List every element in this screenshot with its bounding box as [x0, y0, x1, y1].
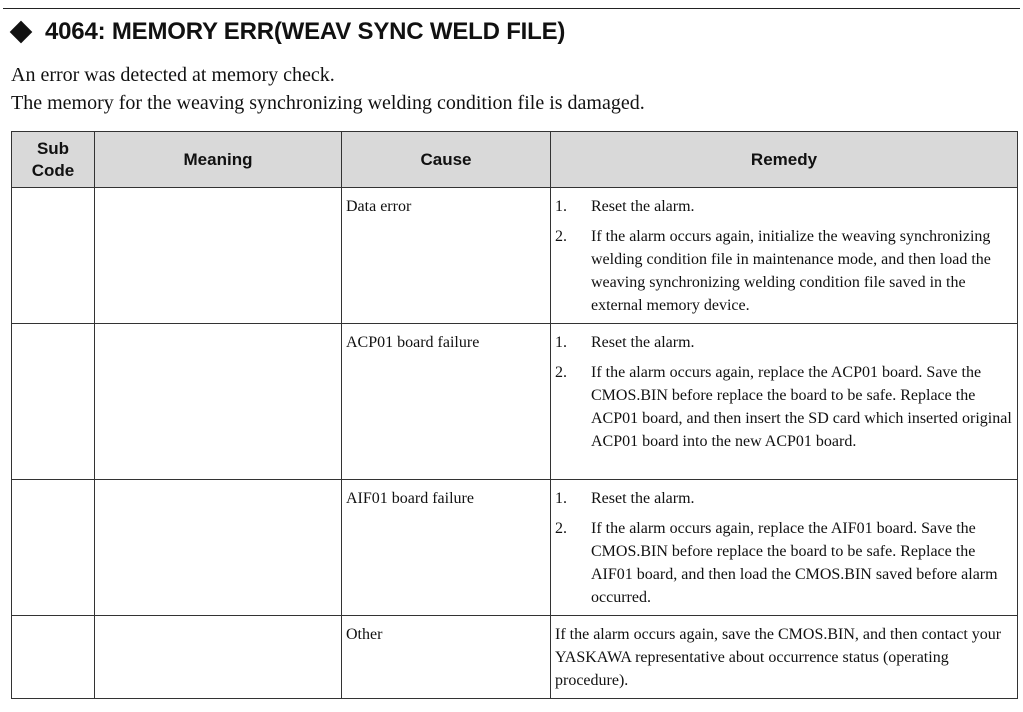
- remedy-step: [555, 487, 1013, 510]
- step-text: Reset the alarm.: [591, 334, 695, 351]
- cause-cell: AIF01 board failure: [342, 480, 551, 616]
- remedy-steps: [555, 195, 1013, 317]
- step-text: If the alarm occurs again, replace the ACP01 board. Save the CMOS.BIN before replace the board to be safe. Replace the ACP01 board, and then insert the SD card which inserted original ACP01 board into the new ACP01 board.: [591, 364, 1012, 450]
- remedy-cell: [551, 324, 1018, 480]
- remedy-steps: [555, 487, 1013, 609]
- header-cause: Cause: [342, 132, 551, 188]
- alarm-title-text: 4064: MEMORY ERR(WEAV SYNC WELD FILE): [45, 18, 566, 45]
- step-number: 2.: [555, 364, 567, 381]
- meaning-cell: [95, 188, 342, 324]
- sub-code-cell: [12, 324, 95, 480]
- step-text: If the alarm occurs again, initialize the weaving synchronizing welding condition file in maintenance mode, and then load the weaving synchronizing welding condition file saved in the external memory device.: [591, 228, 991, 314]
- sub-code-cell: [12, 188, 95, 324]
- diamond-bullet-icon: [10, 21, 33, 44]
- remedy-step: [555, 195, 1013, 218]
- table-row: [12, 324, 1018, 480]
- step-number: 1.: [555, 198, 567, 215]
- table-row: [12, 480, 1018, 616]
- meaning-cell: [95, 324, 342, 480]
- table-header-row: [12, 132, 1018, 188]
- remedy-step: [555, 331, 1013, 354]
- remedy-cell: [551, 480, 1018, 616]
- step-number: 2.: [555, 228, 567, 245]
- description-line-2: The memory for the weaving synchronizing welding condition file is damaged.: [11, 92, 645, 114]
- step-number: 1.: [555, 490, 567, 507]
- step-text: If the alarm occurs again, replace the AIF01 board. Save the CMOS.BIN before replace the board to be safe. Replace the AIF01 board, and then load the CMOS.BIN saved before alarm occurred.: [591, 520, 998, 606]
- remedy-step: [555, 225, 1013, 317]
- cause-cell: Data error: [342, 188, 551, 324]
- remedy-steps: [555, 331, 1013, 453]
- remedy-cell: [551, 188, 1018, 324]
- header-sub-code-label: Sub Code: [31, 138, 75, 180]
- remedy-step: [555, 361, 1013, 453]
- alarm-table: [11, 131, 1018, 699]
- meaning-cell: [95, 480, 342, 616]
- step-number: 2.: [555, 520, 567, 537]
- step-text: Reset the alarm.: [591, 198, 695, 215]
- sub-code-cell: [12, 616, 95, 699]
- remedy-cell: If the alarm occurs again, save the CMOS.BIN, and then contact your YASKAWA representative about occurrence status (operating procedure).: [551, 616, 1018, 699]
- alarm-description: [11, 61, 645, 117]
- remedy-step: [555, 517, 1013, 609]
- cause-cell: Other: [342, 616, 551, 699]
- header-sub-code: [12, 132, 95, 188]
- meaning-cell: [95, 616, 342, 699]
- page-title: [10, 14, 565, 50]
- top-rule: [3, 8, 1020, 9]
- table-row: [12, 188, 1018, 324]
- step-number: 1.: [555, 334, 567, 351]
- description-line-1: An error was detected at memory check.: [11, 64, 335, 86]
- table-row: [12, 616, 1018, 699]
- step-text: Reset the alarm.: [591, 490, 695, 507]
- header-remedy: Remedy: [551, 132, 1018, 188]
- cause-cell: ACP01 board failure: [342, 324, 551, 480]
- header-meaning: Meaning: [95, 132, 342, 188]
- sub-code-cell: [12, 480, 95, 616]
